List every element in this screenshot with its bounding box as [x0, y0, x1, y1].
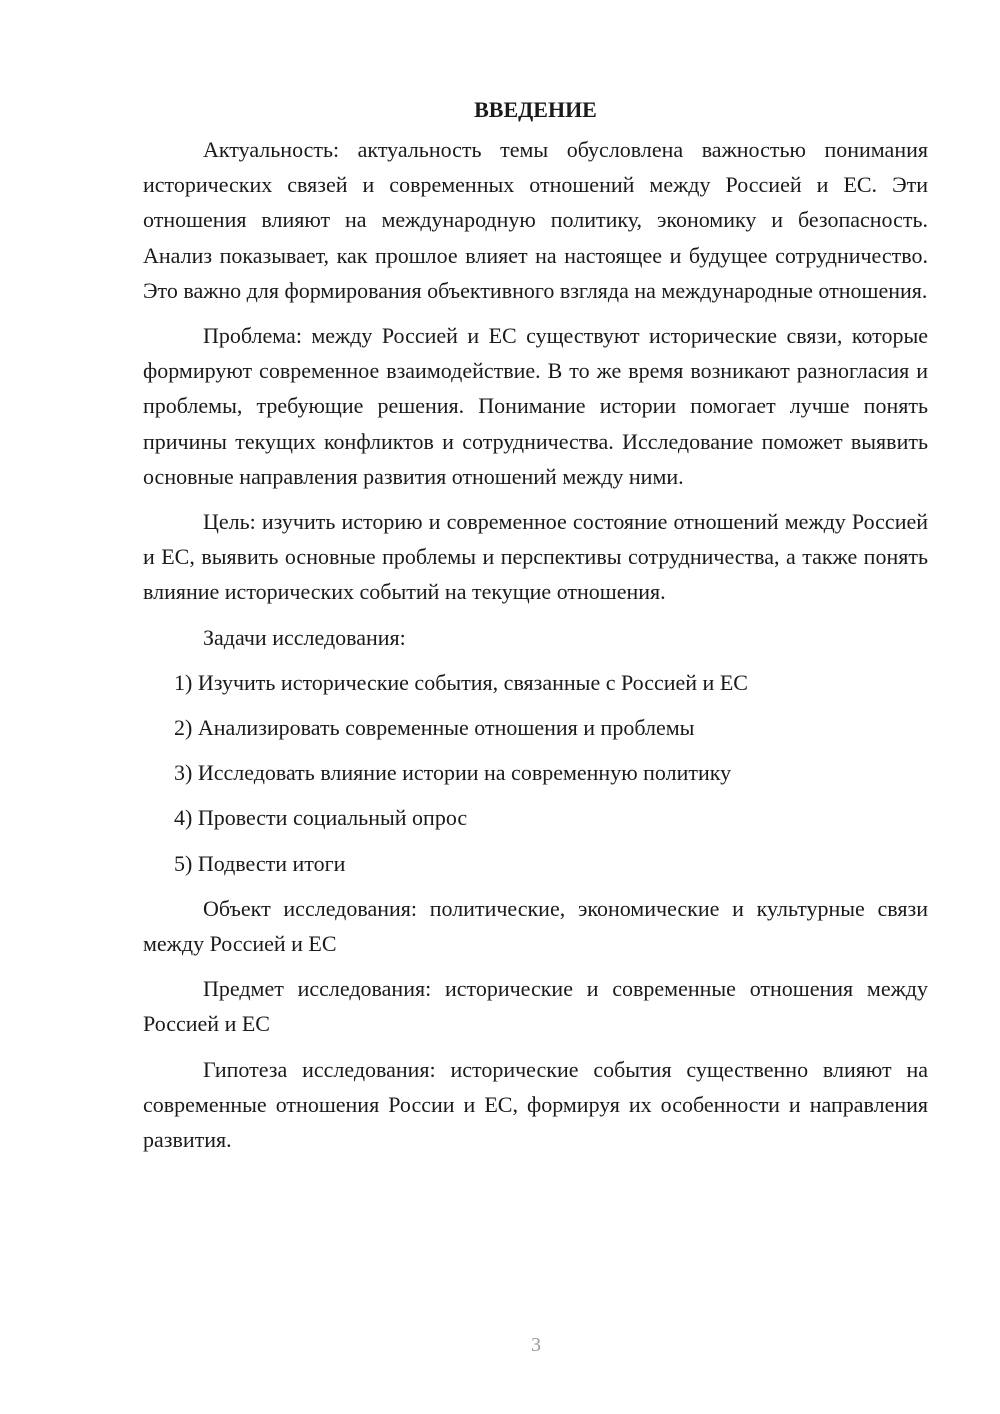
task-list	[143, 665, 928, 881]
task-item: 4) Провести социальный опрос	[174, 805, 468, 831]
object-paragraph: Объект исследования: политические, экономические и культурные связи между Россией и ЕС	[143, 895, 928, 957]
page-title: ВВЕДЕНИЕ	[474, 97, 597, 122]
task-item: 1) Изучить исторические события, связанные с Россией и ЕС	[174, 669, 748, 695]
subject-paragraph: Предмет исследования: исторические и современные отношения между Россией и ЕС	[143, 976, 928, 1037]
task-item: 3) Исследовать влияние истории на современную политику	[174, 760, 732, 786]
tasks-heading: Задачи исследования:	[203, 624, 406, 650]
goal-paragraph: Цель: изучить историю и современное состояние отношений между Россией и ЕС, выявить основные проблемы и перспективы сотрудничества, а также понять влияние исторических событий на текущие отношения.	[143, 509, 928, 605]
page-number: 3	[531, 1334, 541, 1356]
hypothesis-paragraph: Гипотеза исследования: исторические события существенно влияют на современные отношения России и ЕС, формируя их особенности и направления развития.	[143, 1056, 928, 1153]
relevance-paragraph: Актуальность: актуальность темы обусловлена важностью понимания исторических связей и современных отношений между Россией и ЕС. Эти отношения влияют на международную политику, экономику и безопасность. Анализ показывает, как прошлое влияет на настоящее и будущее сотрудничество. Это важно для формирования объективного взгляда на международные отношения.	[143, 137, 928, 303]
task-item: 2) Анализировать современные отношения и проблемы	[174, 715, 695, 741]
task-item: 5) Подвести итоги	[174, 850, 346, 876]
problem-paragraph: Проблема: между Россией и ЕС существуют исторические связи, которые формируют современное взаимодействие. В то же время возникают разногласия и проблемы, требующие решения. Понимание истории помогает лучше понять причины текущих конфликтов и сотрудничества. Исследование поможет выявить основные направления развития отношений между ними.	[143, 323, 928, 489]
page-content	[143, 92, 928, 1167]
